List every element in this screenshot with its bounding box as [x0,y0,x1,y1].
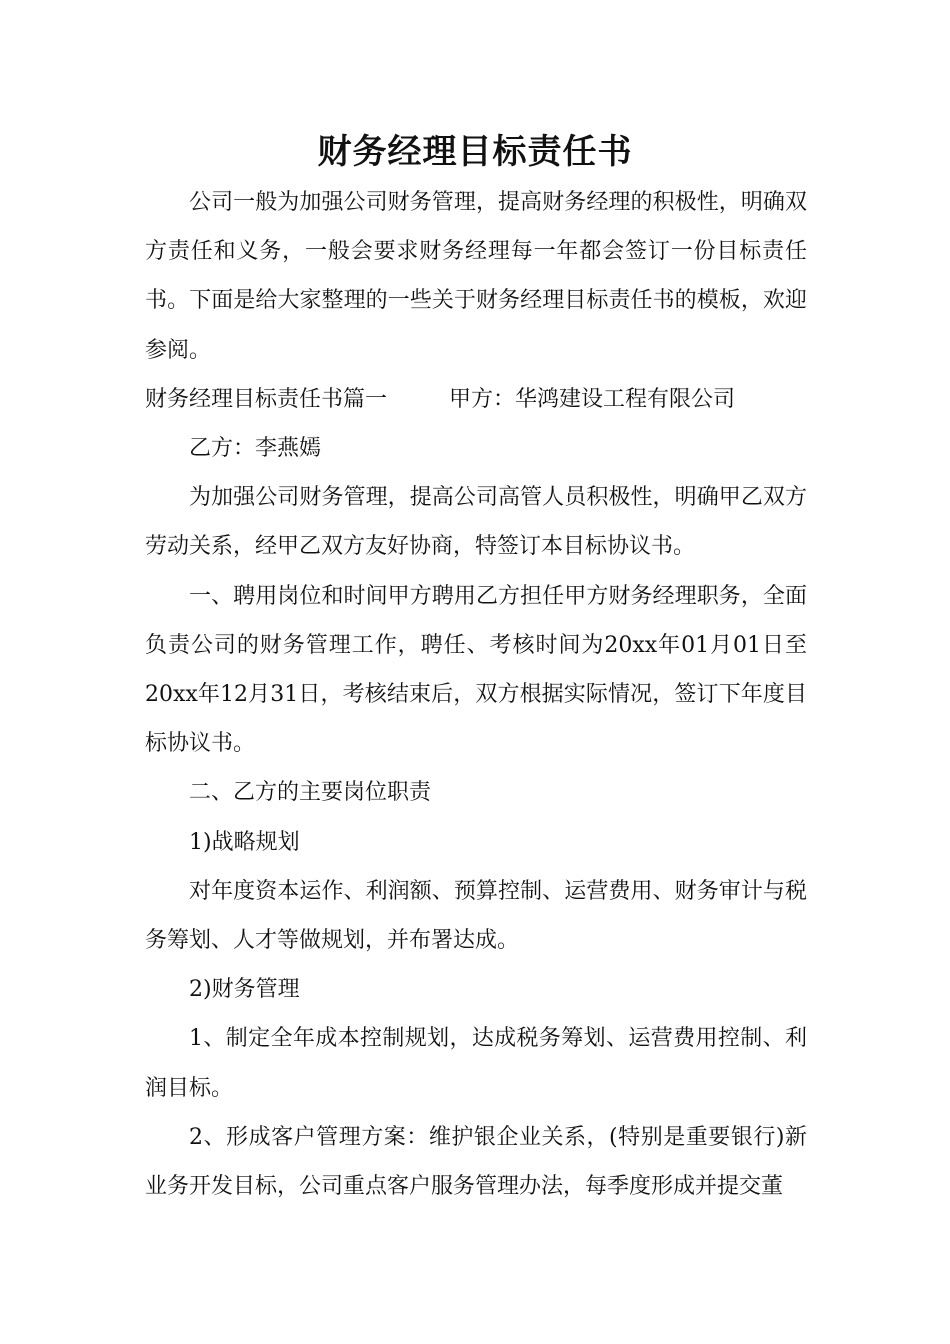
clause-1-paragraph: 一、聘用岗位和时间甲方聘用乙方担任甲方财务经理职务，全面负责公司的财务管理工作，聘任、考核时间为20xx年01月01日至20xx年12月31日，考核结束后，双方根据实际情况，签订下年度目标协议书。 [145,583,807,757]
item-2-text-2: 2、形成客户管理方案：维护银企业关系，(特别是重要银行)新业务开发目标，公司重点客户服务管理办法，每季度形成并提交董 [145,1124,807,1200]
section-title: 财务经理目标责任书篇一 [145,386,388,412]
item-1-title: 1)战略规划 [189,829,300,855]
document-body [145,178,807,1211]
section-heading-line [145,375,807,424]
item-2-text-1: 1、制定全年成本控制规划，达成税务筹划、运营费用控制、利润目标。 [145,1026,807,1101]
intro-paragraph: 公司一般为加强公司财务管理，提高财务经理的积极性，明确双方责任和义务，一般会要求财务经理每一年都会签订一份目标责任书。下面是给大家整理的一些关于财务经理目标责任书的模板，欢迎参阅。 [145,190,807,363]
clause-2-heading: 二、乙方的主要岗位职责 [189,780,432,806]
party-a: 甲方：华鸿建设工程有限公司 [449,386,736,412]
item-2-title: 2)财务管理 [189,977,300,1003]
party-b: 乙方：李燕嫣 [189,436,322,462]
item-1-text: 对年度资本运作、利润额、预算控制、运营费用、财务审计与税务筹划、人才等做规划，并布署达成。 [145,878,807,954]
purpose-paragraph: 为加强公司财务管理，提高公司高管人员积极性，明确甲乙双方劳动关系，经甲乙双方友好协商，特签订本目标协议书。 [145,485,807,560]
document-title: 财务经理目标责任书 [317,132,633,172]
